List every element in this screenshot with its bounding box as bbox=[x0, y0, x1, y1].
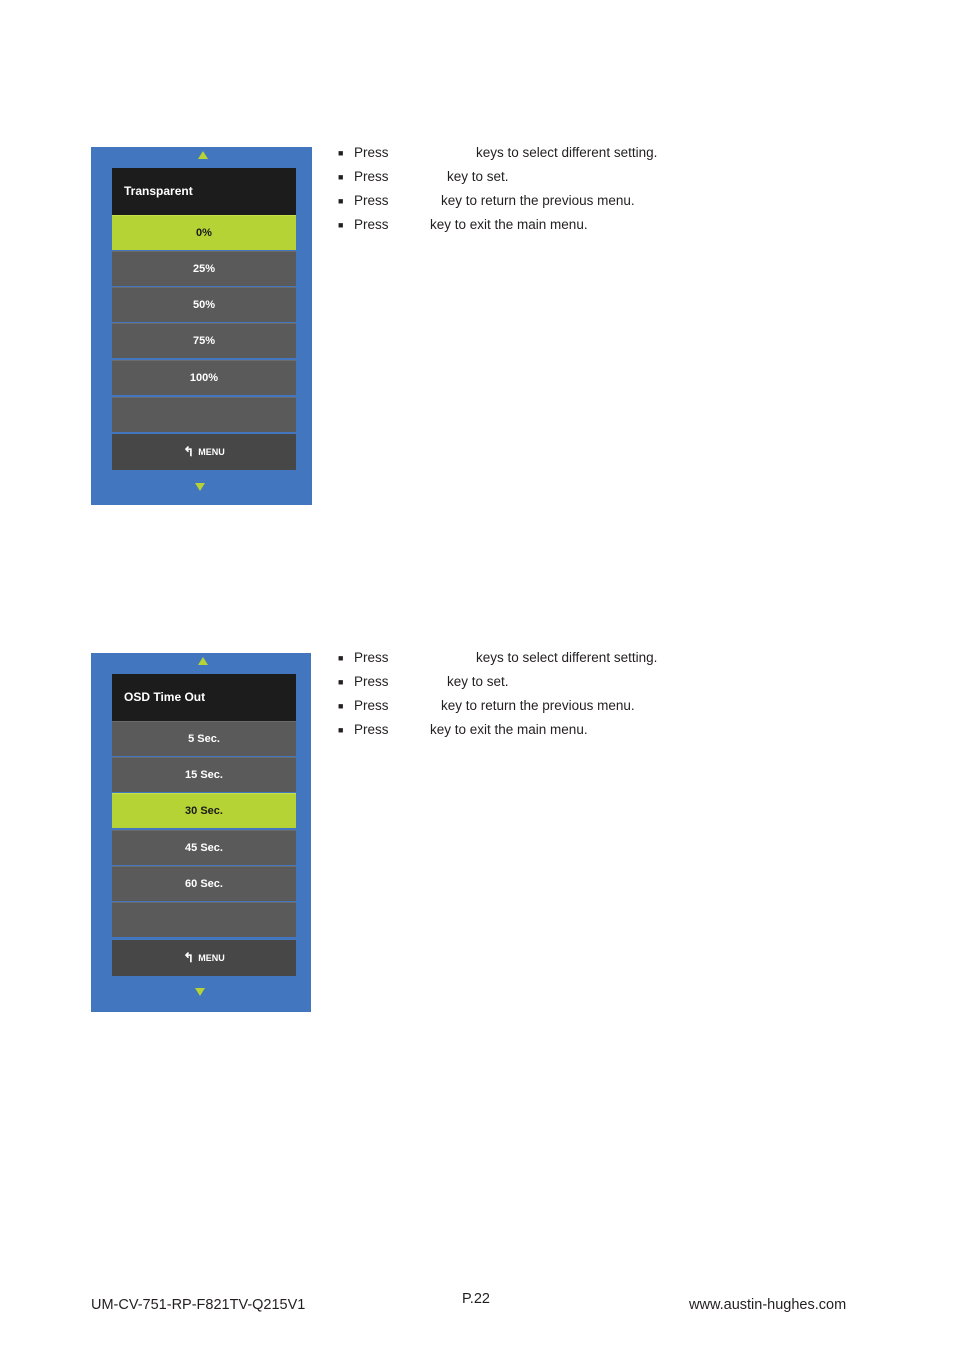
instruction-row: ■ Press key to set. bbox=[338, 165, 738, 189]
menu-back-button[interactable] bbox=[112, 940, 296, 976]
scroll-down-icon[interactable] bbox=[195, 988, 205, 996]
instruction-row: ■ Press key to exit the main menu. bbox=[338, 718, 738, 742]
back-arrow-icon: ↰ bbox=[183, 444, 195, 459]
instructions-timeout bbox=[338, 646, 738, 742]
page-number: P.22 bbox=[462, 1291, 490, 1307]
panel-title: Transparent bbox=[112, 168, 296, 215]
bullet-icon: ■ bbox=[338, 701, 344, 711]
doc-code: UM-CV-751-RP-F821TV-Q215V1 bbox=[91, 1297, 306, 1313]
menu-back-button[interactable] bbox=[112, 434, 296, 470]
instruction-row: ■ Press key to set. bbox=[338, 670, 738, 694]
instruction-row: ■ Press key to exit the main menu. bbox=[338, 213, 738, 237]
bullet-icon: ■ bbox=[338, 196, 344, 206]
option-item[interactable]: 15 Sec. bbox=[112, 757, 296, 792]
menu-label: MENU bbox=[198, 953, 225, 963]
option-item[interactable]: 50% bbox=[112, 287, 296, 322]
option-item[interactable]: 100% bbox=[112, 360, 296, 395]
website-link[interactable]: www.austin-hughes.com bbox=[689, 1297, 847, 1313]
scroll-up-icon[interactable] bbox=[198, 151, 208, 159]
option-item[interactable]: 60 Sec. bbox=[112, 866, 296, 901]
instruction-row: ■ Press key to return the previous menu. bbox=[338, 189, 738, 213]
instruction-row: ■ Press keys to select different setting. bbox=[338, 141, 738, 165]
menu-label: MENU bbox=[198, 447, 225, 457]
empty-item bbox=[112, 902, 296, 937]
instructions-transparent bbox=[338, 141, 738, 237]
option-item[interactable]: 45 Sec. bbox=[112, 830, 296, 865]
osd-panel-timeout bbox=[91, 653, 311, 1012]
bullet-icon: ■ bbox=[338, 148, 344, 158]
bullet-icon: ■ bbox=[338, 653, 344, 663]
option-item[interactable]: 0% bbox=[112, 215, 296, 250]
panel-title: OSD Time Out bbox=[112, 674, 296, 721]
osd-panel-transparent bbox=[91, 147, 312, 505]
bullet-icon: ■ bbox=[338, 172, 344, 182]
option-item[interactable]: 75% bbox=[112, 323, 296, 358]
instruction-row: ■ Press key to return the previous menu. bbox=[338, 694, 738, 718]
option-item[interactable]: 30 Sec. bbox=[112, 793, 296, 828]
option-item[interactable]: 25% bbox=[112, 251, 296, 286]
scroll-down-icon[interactable] bbox=[195, 483, 205, 491]
option-item[interactable]: 5 Sec. bbox=[112, 721, 296, 756]
empty-item bbox=[112, 397, 296, 432]
bullet-icon: ■ bbox=[338, 725, 344, 735]
scroll-up-icon[interactable] bbox=[198, 657, 208, 665]
instruction-row: ■ Press keys to select different setting. bbox=[338, 646, 738, 670]
bullet-icon: ■ bbox=[338, 220, 344, 230]
back-arrow-icon: ↰ bbox=[183, 950, 195, 965]
bullet-icon: ■ bbox=[338, 677, 344, 687]
